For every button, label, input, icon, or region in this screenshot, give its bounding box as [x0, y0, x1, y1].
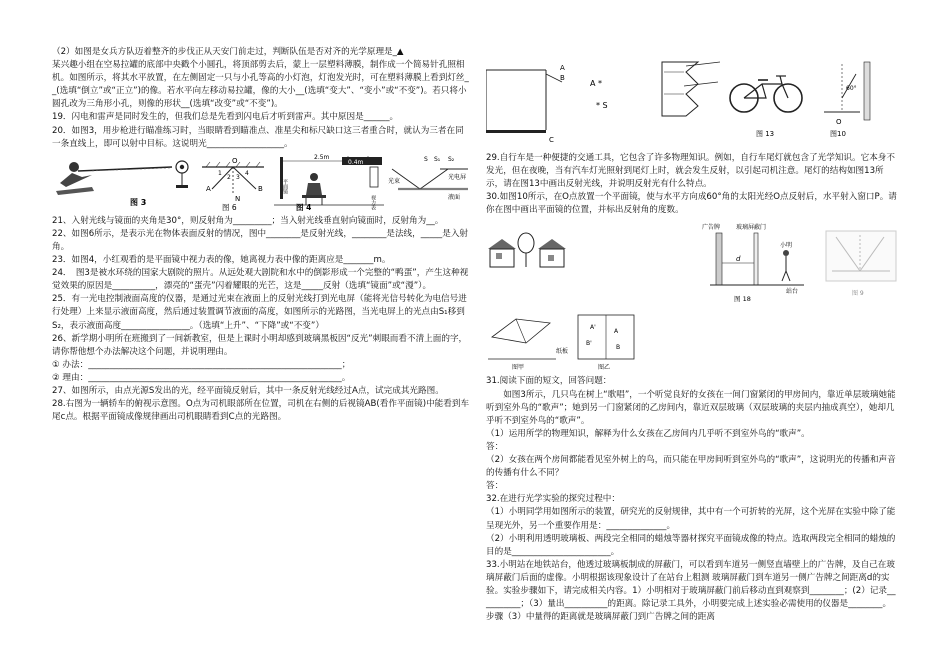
q26-method: ① 办法：___________________________________________________________；: [52, 359, 351, 370]
q22: 22、如图6所示，是表示光在物体表面反射的情况，图中________是反射光线，________是法线，_____是入射角。: [52, 228, 469, 252]
bicycle-figure: [730, 76, 802, 138]
q26: 26、新学期小明所在班搬到了一间新教室，但是上课时小明却感到玻璃黑板因“反光”刺眼而看不清上面的字，请你帮他想个办法解决这个问题，并说明理由。: [52, 333, 468, 357]
angle-2-label: 2: [227, 173, 231, 181]
reflection-angle-figure: [202, 157, 264, 211]
right-mid-figures-svg: [486, 219, 898, 311]
figures-row-left: [52, 153, 470, 211]
q18-part2: （2）如图是女兵方队迈着整齐的步伐正从天安门前走过，判断队伍是否对齐的光学原理是_▲: [52, 47, 404, 57]
s1-label: S₁: [434, 155, 441, 163]
a-star-label: A *: [590, 79, 603, 88]
distance-0.4m: 0.4m: [348, 158, 364, 166]
b-point-label: B: [560, 74, 565, 82]
figures-row-right-top: [486, 58, 898, 150]
q31: 31.阅读下面的短文，回答问题：: [486, 376, 612, 387]
fig9-caption: 图 9: [852, 290, 864, 298]
s-label: S: [424, 155, 428, 163]
angle-3-label: 3: [236, 173, 240, 181]
fig3-caption: 图 3: [130, 197, 147, 207]
d-label: d: [736, 255, 741, 264]
beam-label: 光束: [388, 177, 401, 185]
point-o-label: O: [232, 156, 238, 165]
liquid-level-figure: [388, 156, 468, 201]
a-point-label: A: [560, 64, 565, 72]
normal-n-label: N: [235, 194, 241, 203]
eye-chart-label: 视力表: [370, 194, 376, 210]
candle-mark-3: B': [586, 340, 592, 348]
figures-row-right-low: [486, 313, 898, 373]
right-top-figures-svg: [486, 58, 898, 150]
paper-label: 纸板: [556, 348, 569, 356]
q21: 21、入射光线与镜面的夹角是30°，则反射角为_________；当入射光线垂直射向镜面时，反射角为__。: [52, 215, 444, 226]
s-star-label: * S: [596, 101, 608, 110]
left-figures-svg: [52, 153, 470, 211]
houses-trees-figure: [488, 233, 566, 267]
q31-part1: （1）运用所学的物理知识，解释为什么女孩在乙房间内几乎听不到室外鸟的“歌声”。: [486, 428, 810, 439]
q31-part1-answer: 答：: [486, 441, 504, 452]
fig-b-caption: 图乙: [598, 364, 611, 372]
sunlight-angle-figure: [824, 62, 870, 138]
o-point-label: O: [836, 118, 842, 126]
q32: 32.在进行光学实验的探究过程中：: [486, 494, 620, 505]
q23: 23．如图4，小红观看的是平面镜中视力表的像，她离视力表中像的距离应是_______m。: [52, 255, 391, 266]
s2-label: S₂: [448, 155, 455, 163]
subway-screen-door-figure: [702, 223, 804, 303]
q30: 30.如图10所示，在O点放置一个平面镜，使与水平方向成60°角的太阳光经O点反射后，水平射入窗口P。请你在图中画出平面镜的位置，并标出反射角的度数。: [486, 192, 897, 216]
pinhole-camera-question: 某兴趣小组在空易拉罐的底部中央戳个小圆孔，将顶部剪去后，蒙上一层塑料薄膜，制作成一个简易针孔照相机。如图所示，将其水平放置，在左侧固定一只与小孔等高的小灯泡，灯泡发光时，可在塑料薄膜上看到灯丝__(选填“倒立”或“正立”)的像。若水平向左移动易拉罐，像的大小__(选填“变大”、“变小”或“不变”)。若只将小圆孔改为三角形小孔，则像的形状__(选填“改变”或“不变”)。: [52, 60, 469, 110]
fig18-caption: 图 18: [734, 295, 751, 304]
c-point-label: C: [549, 136, 554, 144]
q24: 24． 图3是被水环绕的国家大剧院的照片。从远处观大剧院和水中的倒影形成一个完整的“鸭蛋”，产生这种视觉效果的原因是__________，漂亮的“蛋壳”闪着耀眼的光芒，这是_____反射（选填“镜面”或“漫”）。: [52, 268, 469, 292]
figures-row-right-mid: [486, 219, 898, 311]
q19: 19．闪电和雷声是同时发生的，但我们总是先看到闪电后才听到雷声。其中原因是______。: [52, 112, 399, 123]
q20: 20．如图3，用步枪进行瞄准练习时，当眼睛看到瞄准点、准星尖和标尺缺口这三者重合时，就认为三者在同一条直线上，即可以射中目标。这说明光__________________。: [52, 125, 464, 149]
fig13-caption: 图 13: [756, 130, 775, 138]
q31-part2-answer: 答：: [486, 481, 504, 492]
fig-a-caption: 图甲: [512, 364, 525, 372]
point-b-label: B: [258, 184, 263, 193]
q33: 33.小明站在地铁站台，他透过玻璃板制成的屏蔽门，可以看到车道另一侧竖直墙壁上的广告牌，及自己在玻璃屏蔽门后面的虚像。小明根据该现象设计了在站台上粗测 玻璃屏蔽门到车道另一侧广告牌之间距离d的实验。实验步骤如下，请完成相关内容。1）小明相对于玻璃屏蔽门前后移动直到观察到________；(2）记录__________；（3）量出__________的距离。除记录工具外，小明要完成上述实验必需使用的仪器是________。步骤（3）中量得的距离就是玻璃屏蔽门到广告牌之间的距离: [486, 559, 896, 623]
q32-part2: （2）小明利用透明玻璃板、两段完全相同的蜡烛等器材探究平面镜成像的特点。选取两段完全相同的蜡烛的目的是_______________________。: [486, 533, 896, 557]
mirror-label: 平面镜: [282, 178, 288, 194]
angle-4-label: 4: [245, 169, 249, 177]
distance-2.5m: 2.5m: [314, 153, 330, 161]
q27: 27、如图所示，由点光源S发出的光，经平面镜反射后，其中一条反射光线经过A点，试完成其光路图。: [52, 385, 444, 396]
candle-mark-1: A': [590, 324, 596, 332]
light-reflection-figure: [826, 231, 896, 297]
rifle-shooter-figure: [56, 161, 188, 207]
q32-part1: （1）小明同学用如图所示的装置，研究光的反射规律，其中有一个可折转的光屏，这个光屏在实验中除了能呈现光外，另一个重要作用是：______________。: [486, 507, 896, 531]
point-a-label: A: [206, 184, 211, 193]
ad-screen-label: 广告牌: [702, 224, 721, 232]
sixty-degree-label: 60°: [846, 85, 857, 92]
q29: 29.自行车是一种便捷的交通工具，它包含了许多物理知识。例如，自行车尾灯就包含了光学知识。它本身不发光，但在夜晚，当有汽车灯光照射到尾灯上时，就会发生反射，以引起司机注意。尾灯的结构如图13所示，请在图13中画出反射光线，并说明反射光有什么特点。: [486, 153, 895, 190]
liquid-label: 液面: [448, 193, 461, 201]
screen-label: 光电屏: [448, 173, 467, 181]
platform-label: 站台: [786, 288, 799, 296]
candle-mark-2: A: [614, 328, 619, 336]
fig-a-screen: [488, 319, 568, 371]
right-low-figures-svg: [486, 313, 898, 373]
angle-1-label: 1: [218, 169, 222, 177]
candle-mark-4: B: [616, 344, 621, 352]
xiaoming-label: 小明: [780, 242, 793, 250]
q31-text: 如图3所示，几只鸟在树上“歌唱”，一个听觉良好的女孩在一间门窗紧闭的甲房间内，靠近单层玻璃她能听到室外鸟的“歌声”；她到另一门窗紧闭的乙房间内，靠近双层玻璃（双层玻璃的夹层内抽成真空），她却几乎听不到室外鸟的“歌声”。: [486, 389, 896, 426]
fig4-caption: 图 4: [296, 202, 312, 211]
q25: 25．有一光电控制液面高度的仪器，是通过光束在液面上的反射光线打到光电屏（能将光信号转化为电信号进行处理）上来显示液面高度，然后通过装置调节液面的高度，如图所示的光路图，当光电屏上的光点由S₁移到S₂，表示液面高度________________。（选填“上升”、“下降”或“不变”）: [52, 294, 467, 331]
q26-reason: ② 理由：___________________________________________________________。: [52, 372, 351, 383]
left-column: [52, 46, 470, 424]
glass-door-label: 玻璃屏蔽门: [736, 224, 767, 232]
tail-light-figure: [662, 62, 720, 116]
right-column: [486, 58, 898, 624]
fig-b-mirror-candles: [578, 315, 634, 371]
q31-part2: （2）女孩在两个房间都能看见室外树上的鸟，而只能在甲房间听到室外鸟的“歌声”，这说明光的传播和声音的传播有什么不同？: [486, 455, 896, 479]
point-source-mirror-figure: [486, 64, 608, 144]
fig6-caption: 图 6: [222, 202, 237, 211]
q28: 28.右图为一辆轿车的俯视示意图。O点为司机眼部所在位置，司机在右侧的后视镜AB(看作平面镜)中能看到车尾c点。根据平面镜成像规律画出司机眼睛看到C点的光路图。: [52, 399, 470, 423]
eye-chart-mirror-figure: [274, 154, 384, 211]
fig10-caption: 图10: [830, 130, 846, 138]
